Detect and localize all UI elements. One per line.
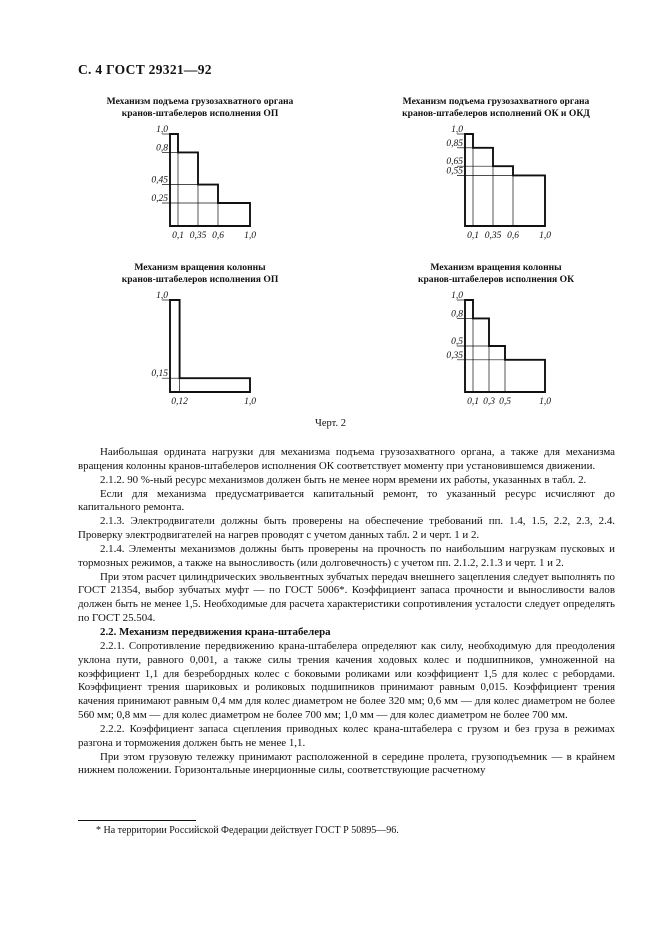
section-heading: 2.2. Механизм передвижения крана-штабелера (100, 625, 331, 638)
y-tick-label: 0,85 (446, 138, 463, 149)
y-tick-label: 0,55 (446, 166, 463, 177)
x-tick-label: 1,0 (539, 231, 551, 241)
y-tick-label: 0,5 (451, 337, 463, 347)
chart-title-1 (80, 96, 320, 120)
y-tick-label: 0,8 (451, 309, 463, 320)
paragraph: 2.1.3. Электродвигатели должны быть проверены на обеспечение требований пп. 1.4, 1.5, 2.2, 2.3, 2.4. Проверку электродвигателей на нагрев проводят с учетом данных табл. 2 и черт. 1 и 2. (78, 515, 615, 542)
paragraph: Если для механизма предусматривается капитальный ремонт, то указанный ресурс исчисляют до капитального ремонта. (78, 487, 615, 514)
load-diagram-rotation-op (140, 291, 270, 408)
y-tick-label: 0,65 (446, 157, 463, 168)
x-tick-label: 1,0 (244, 231, 256, 241)
step-curve (170, 134, 250, 226)
paragraph: 2.2.1. Сопротивление передвижению крана-штабелера определяют как силу, необходимую для преодоления уклона пути, равного 0,001, а также силы трения качения ходовых колес и подшипников, умноженной на коэффициент 1,1 для безребордных колес с боковыми роликами или коэффициент 1,5 для колес с ребордами. Коэффициент трения шариковых и роликовых подшипников принимают равным 0,015. Коэффициент трения качения принимают равным 0,4 мм для колес диаметром не более 320 мм; 0,6 мм — для колес диаметром не более 560 мм; 0,8 мм — для колес диаметром не более 700 мм; 1,0 мм — для колес диаметром не более 700 мм. (78, 639, 615, 722)
x-tick-label: 1,0 (244, 397, 256, 407)
chart-title-4 (376, 262, 616, 286)
y-tick-label: 0,35 (446, 350, 463, 361)
load-diagram-hoist-ok-okd (435, 125, 565, 242)
x-tick-label: 0,1 (467, 397, 479, 407)
x-tick-label: 0,3 (483, 397, 495, 407)
footnote-separator (78, 820, 196, 821)
step-curve (170, 300, 250, 392)
page-header: С. 4 ГОСТ 29321—92 (78, 62, 212, 77)
chart-title-4-line-2: кранов-штабелеров исполнения ОК (417, 274, 575, 285)
y-tick-label: 1,0 (451, 125, 463, 135)
y-tick-label: 0,25 (151, 194, 168, 204)
footnote: * На территории Российской Федерации действует ГОСТ Р 50895—96. (96, 825, 399, 836)
x-tick-label: 0,6 (507, 231, 519, 241)
paragraph: 2.1.2. 90 %-ный ресурс механизмов должен быть не менее норм времени их работы, указанных в табл. 2. (100, 473, 587, 486)
chart-title-1-line-1: Механизм подъема грузозахватного органа (106, 96, 294, 107)
y-tick-label: 1,0 (451, 291, 463, 301)
y-tick-label: 0,8 (156, 143, 168, 154)
paragraph: При этом расчет цилиндрических эвольвентных зубчатых передач внешнего зацепления следует выполнять по ГОСТ 21354, выбор зубчатых муфт — по ГОСТ 5006*. Коэффициент запаса прочности и выносливости валов должен быть не менее 1,5. Необходимые для расчета характеристики сопротивления усталости следует определять по ГОСТ 25.504. (78, 570, 615, 625)
x-tick-label: 1,0 (539, 397, 551, 407)
y-tick-label: 0,45 (151, 175, 168, 186)
x-tick-label: 0,6 (212, 231, 224, 241)
chart-title-3-line-2: кранов-штабелеров исполнения ОП (121, 274, 279, 285)
paragraph: 2.2.2. Коэффициент запаса сцепления приводных колес крана-штабелера с грузом и без груза в режимах разгона и торможения должен быть не менее 1,1. (78, 722, 615, 749)
step-curve (465, 134, 545, 226)
paragraph: 2.1.4. Элементы механизмов должны быть проверены на прочность по наибольшим нагрузкам пусковых и тормозных режимов, а также на выносливость (или долговечность) с учетом пп. 2.1.2, 2.1.3 и черт. 1 и 2. (78, 542, 615, 569)
y-tick-label: 1,0 (156, 125, 168, 135)
x-tick-label: 0,5 (499, 397, 511, 407)
x-tick-label: 0,35 (189, 231, 207, 241)
load-diagram-hoist-op (140, 125, 270, 242)
x-tick-label: 0,12 (171, 397, 188, 407)
y-tick-label: 1,0 (156, 291, 168, 301)
load-diagram-rotation-ok (435, 291, 565, 408)
paragraph: Наибольшая ордината нагрузки для механизма подъема грузозахватного органа, а также для механизма вращения колонны кранов-штабелеров исполнения ОК соответствует моменту при установившемся движении. (78, 446, 615, 472)
x-tick-label: 0,1 (172, 231, 184, 241)
paragraph: При этом грузовую тележку принимают расположенной в середине пролета, грузоподъемник — в крайнем нижнем положении. Горизонтальные инерционные силы, соответствующие расчетному (78, 750, 615, 777)
chart-title-3-line-1: Механизм вращения колонны (134, 262, 266, 273)
x-tick-label: 0,35 (484, 231, 502, 241)
y-tick-label: 0,15 (151, 369, 168, 380)
figure-caption: Черт. 2 (315, 418, 346, 429)
x-tick-label: 0,1 (467, 231, 479, 241)
chart-title-3 (80, 262, 320, 286)
chart-title-1-line-2: кранов-штабелеров исполнения ОП (121, 108, 279, 119)
chart-title-2-line-1: Механизм подъема грузозахватного органа (402, 96, 590, 107)
chart-title-2-line-2: кранов-штабелеров исполнений ОК и ОКД (402, 108, 590, 119)
body-text (78, 446, 615, 778)
chart-title-4-line-1: Механизм вращения колонны (430, 262, 562, 273)
chart-title-2 (376, 96, 616, 120)
